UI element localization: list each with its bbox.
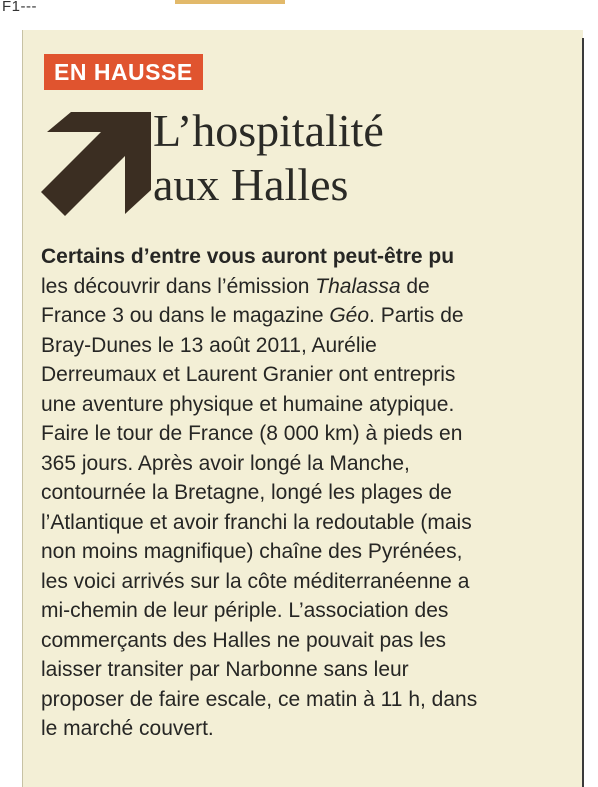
en-hausse-badge: EN HAUSSE — [44, 54, 203, 90]
show-title: Thalassa — [315, 274, 401, 298]
magazine-title: Géo — [329, 304, 370, 327]
body-line: mi-chemin de leur périple. L’association des — [41, 599, 449, 622]
article-body — [41, 242, 581, 744]
page-code: F1--- — [2, 0, 37, 15]
body-line: l’Atlantique et avoir franchi la redoutable (mais — [41, 510, 472, 534]
arrow-shape — [41, 112, 151, 216]
lead-line: Certains d’entre vous auront peut-être pu — [41, 245, 455, 268]
text-segment: de — [400, 274, 430, 298]
body-line: commerçants des Halles ne pouvait pas les — [41, 628, 447, 652]
text-segment: les découvrir dans l’émission — [41, 274, 316, 298]
body-line: le marché couvert. — [41, 717, 214, 740]
body-line: 365 jours. Après avoir longé la Manche, — [41, 451, 410, 475]
headline-line-2: aux Halles — [153, 159, 349, 210]
headline — [153, 104, 384, 212]
body-line: non moins magnifique) chaîne des Pyrénées, — [41, 540, 463, 563]
top-color-strip — [175, 0, 285, 4]
body-line: les voici arrivés sur la côte méditerranéenne a — [41, 569, 470, 593]
newspaper-clipping — [22, 30, 583, 787]
body-line: proposer de faire escale, ce matin à 11 h, dans — [41, 687, 478, 711]
body-line — [41, 301, 581, 331]
clipping-edge — [582, 38, 584, 787]
text-segment: France 3 ou dans le magazine — [41, 304, 330, 327]
body-line: laisser transiter par Narbonne sans leur — [41, 658, 409, 681]
body-line: Bray-Dunes le 13 août 2011, Aurélie — [41, 333, 377, 357]
arrow-up-right-icon — [41, 112, 151, 217]
body-line — [41, 272, 581, 302]
body-line: contournée la Bretagne, longé les plages de — [41, 481, 452, 504]
body-line: Faire le tour de France (8 000 km) à pieds en — [41, 422, 463, 445]
body-line: une aventure physique et humaine atypique. — [41, 392, 455, 416]
headline-line-1: L’hospitalité — [153, 105, 384, 156]
body-line: Derreumaux et Laurent Granier ont entrepris — [41, 363, 456, 386]
text-segment: . Partis de — [369, 304, 464, 327]
